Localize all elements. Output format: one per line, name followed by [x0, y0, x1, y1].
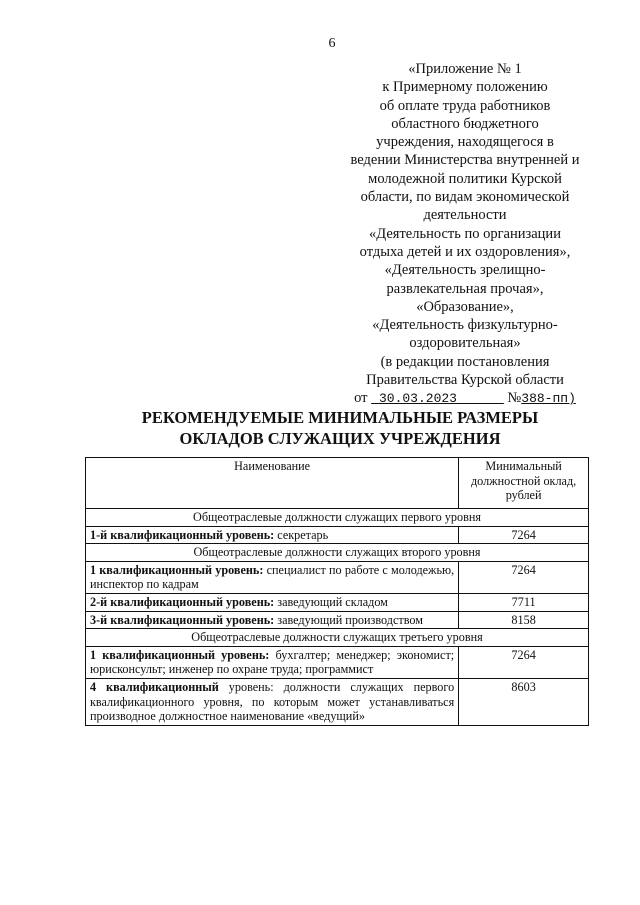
group-title: Общеотраслевые должности служащих второго уровня: [86, 544, 589, 562]
position-text: заведующий производством: [274, 612, 423, 627]
appendix-line: (в редакции постановления: [380, 353, 550, 370]
position-cell: [86, 678, 459, 725]
salary-value: 8158: [459, 611, 589, 629]
title-line-2: ОКЛАДОВ СЛУЖАЩИХ УЧРЕЖДЕНИЯ: [179, 429, 501, 448]
group-row: [86, 629, 589, 647]
table-row: [86, 611, 589, 629]
position-text: заведующий складом: [274, 594, 388, 609]
appendix-line: ведении Министерства внутренней и: [350, 152, 580, 169]
resolution-number: 388-пп): [521, 391, 576, 407]
qualification-level: 1-й квалификационный уровень:: [90, 527, 275, 542]
group-title: Общеотраслевые должности служащих третьего уровня: [86, 629, 589, 647]
position-cell: [86, 646, 459, 678]
appendix-line: оздоровительная»: [409, 335, 521, 352]
appendix-line: «Образование»,: [416, 298, 514, 315]
appendix-line: области, по видам экономической: [360, 189, 570, 206]
salary-value: 7711: [459, 593, 589, 611]
table-row: [86, 561, 589, 593]
qualification-level: 4 квалификационный: [90, 679, 219, 694]
resolution-date: 30.03.2023: [378, 391, 457, 407]
title-line-1: РЕКОМЕНДУЕМЫЕ МИНИМАЛЬНЫЕ РАЗМЕРЫ: [141, 408, 539, 427]
appendix-line: развлекательная прочая»,: [386, 280, 544, 297]
appendix-line: «Приложение № 1: [408, 61, 522, 77]
appendix-line: молодежной политики Курской: [368, 170, 562, 187]
position-text: секретарь: [274, 527, 329, 542]
resolution-date-line: [335, 389, 595, 408]
date-prefix: от: [354, 390, 368, 407]
qualification-level: 1 квалификационный уровень:: [90, 562, 264, 577]
header-name: Наименование: [86, 458, 459, 509]
header-value: Минимальный должностной оклад, рублей: [459, 458, 589, 509]
qualification-level: 3-й квалификационный уровень:: [90, 612, 275, 627]
position-text: специалист по работе с молодежью, инспектор по кадрам: [90, 562, 455, 592]
table-row: [86, 526, 589, 544]
salary-value: 7264: [459, 561, 589, 593]
qualification-level: 1 квалификационный уровень:: [90, 647, 270, 662]
appendix-line: учреждения, находящегося в: [376, 134, 554, 151]
appendix-line: об оплате труда работников: [379, 97, 551, 114]
position-cell: [86, 526, 459, 544]
appendix-line: деятельности: [423, 207, 507, 224]
table-row: [86, 593, 589, 611]
appendix-line: Правительства Курской области: [366, 372, 564, 389]
group-title: Общеотраслевые должности служащих первого уровня: [86, 509, 589, 527]
table-row: [86, 646, 589, 678]
group-row: [86, 509, 589, 527]
salary-table: [85, 457, 589, 726]
qualification-level: 2-й квалификационный уровень:: [90, 594, 275, 609]
salary-value: 7264: [459, 526, 589, 544]
table-row: [86, 678, 589, 725]
table-header-row: [86, 458, 589, 509]
appendix-line: отдыха детей и их оздоровления»,: [359, 243, 571, 260]
appendix-line: «Деятельность по организации: [369, 225, 561, 242]
appendix-line: к Примерному положению: [382, 79, 548, 96]
group-row: [86, 544, 589, 562]
number-sign: №: [507, 390, 522, 407]
appendix-line: «Деятельность физкультурно-: [372, 317, 558, 334]
position-cell: [86, 593, 459, 611]
position-text: уровень: должности служащих первого квалификационного уровня, по которым может устанавливаться производное должностное наименование «ведущий»: [90, 679, 455, 724]
page-number: 6: [328, 36, 336, 51]
salary-value: 8603: [459, 678, 589, 725]
document-title: [90, 407, 590, 449]
appendix-line: областного бюджетного: [391, 115, 539, 132]
position-cell: [86, 611, 459, 629]
position-cell: [86, 561, 459, 593]
position-text: бухгалтер; менеджер; экономист; юрисконсульт; инженер по охране труда; программист: [90, 647, 455, 677]
salary-value: 7264: [459, 646, 589, 678]
appendix-header: [335, 60, 595, 409]
appendix-line: «Деятельность зрелищно-: [384, 262, 546, 279]
